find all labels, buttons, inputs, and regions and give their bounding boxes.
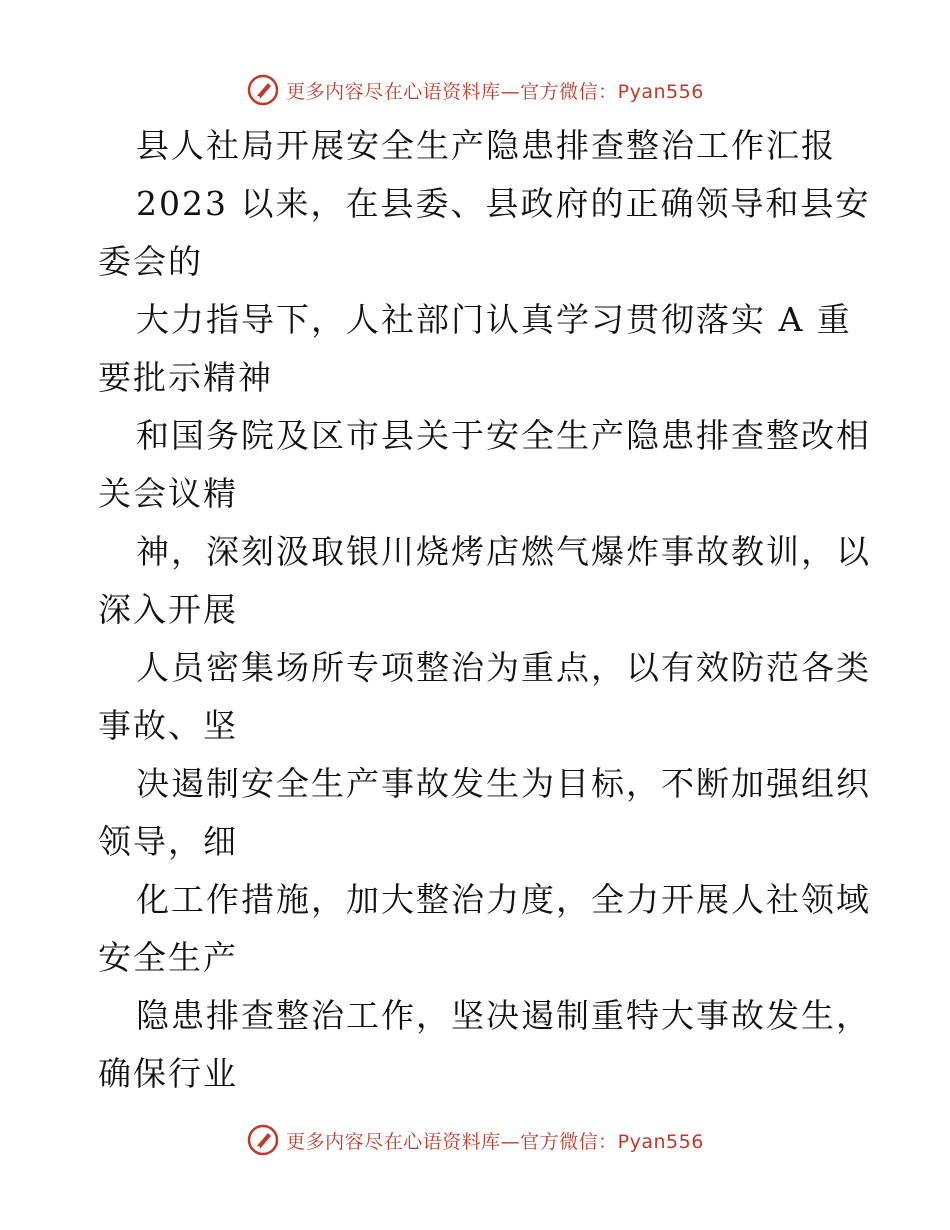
header-banner-text: 更多内容尽在心语资料库—官方微信：Pyan556 <box>286 80 704 103</box>
document-body <box>98 117 871 1103</box>
paragraph-line: 2023 以来，在县委、县政府的正确领导和县安 <box>136 184 871 223</box>
paragraph-line: 人员密集场所专项整治为重点，以有效防范各类 <box>136 648 871 687</box>
paragraph-line: 委会的 <box>98 242 203 281</box>
pen-nib-logo-icon <box>246 1123 280 1157</box>
paragraph-line: 深入开展 <box>98 590 238 629</box>
pen-nib-logo-icon <box>246 73 280 107</box>
paragraph-line: 和国务院及区市县关于安全生产隐患排查整改相 <box>136 416 871 455</box>
paragraph-line: 领导，细 <box>98 822 238 861</box>
document-title: 县人社局开展安全生产隐患排查整治工作汇报 <box>136 126 836 165</box>
paragraph-line: 要批示精神 <box>98 358 273 397</box>
footer-banner <box>0 1120 950 1160</box>
footer-banner-text: 更多内容尽在心语资料库—官方微信：Pyan556 <box>286 1130 704 1153</box>
paragraph-line: 确保行业 <box>98 1054 238 1093</box>
paragraph-line: 事故、坚 <box>98 706 238 745</box>
paragraph-line: 隐患排查整治工作，坚决遏制重特大事故发生， <box>136 996 871 1035</box>
paragraph-line: 安全生产 <box>98 938 238 977</box>
paragraph-line: 关会议精 <box>98 474 238 513</box>
paragraph-line: 大力指导下，人社部门认真学习贯彻落实 A 重 <box>136 300 852 339</box>
paragraph-line: 决遏制安全生产事故发生为目标，不断加强组织 <box>136 764 871 803</box>
paragraph-line: 神，深刻汲取银川烧烤店燃气爆炸事故教训，以 <box>136 532 871 571</box>
paragraph-line: 化工作措施，加大整治力度，全力开展人社领域 <box>136 880 871 919</box>
header-banner <box>0 70 950 110</box>
